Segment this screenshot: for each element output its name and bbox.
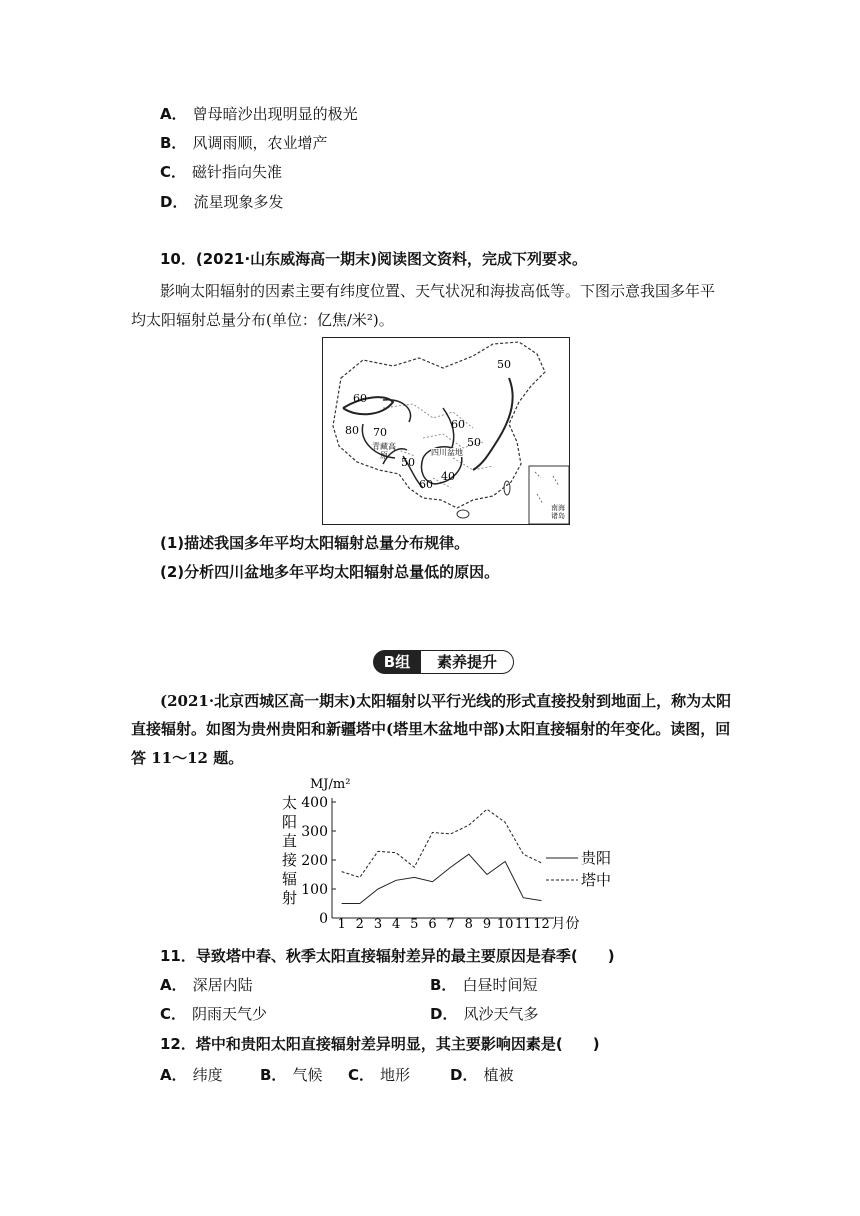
chart-axes: [332, 798, 554, 918]
isoline-50-east: [473, 378, 513, 470]
isoline-label: 70: [373, 426, 387, 439]
legend-label: 贵阳: [581, 849, 612, 867]
isoline-label: 60: [353, 392, 367, 405]
y-tick-label: 300: [301, 824, 328, 840]
y-tick-label: 0: [319, 911, 328, 927]
q10-sub1: (1)描述我国多年平均太阳辐射总量分布规律。: [160, 534, 470, 552]
option-text: 深居内陆: [192, 976, 253, 994]
q12-option-b: [260, 1065, 322, 1085]
option-text: 曾母暗沙出现明显的极光: [192, 105, 358, 123]
q12-option-a: [160, 1065, 223, 1085]
option-letter: A．: [160, 976, 187, 994]
q10-sub2: (2)分析四川盆地多年平均太阳辐射总量低的原因。: [160, 563, 500, 581]
hainan-island: [457, 510, 469, 518]
isoline-label: 60: [451, 418, 465, 431]
option-letter: D．: [430, 1005, 458, 1023]
x-tick-label: 5: [410, 917, 419, 930]
q12-option-d: [450, 1065, 513, 1085]
label-sichuan: 四川盆地: [431, 448, 463, 457]
intro-b-line2: 直接辐射。如图为贵州贵阳和新疆塔中(塔里木盆地中部)太阳直接辐射的年变化。读图，回: [131, 720, 731, 738]
taiwan-island: [504, 481, 510, 495]
option-text: 风沙天气多: [463, 1005, 539, 1023]
option-text: 风调雨顺，农业增产: [192, 134, 328, 152]
q11-stem: 11．导致塔中春、秋季太阳直接辐射差异的最主要原因是春季( ): [160, 947, 615, 965]
q9-option-c: [160, 162, 282, 182]
isoline-label: 50: [497, 358, 511, 371]
x-tick-label: 1: [337, 917, 346, 930]
q9-option-a: [160, 104, 358, 124]
map-drawing: [323, 338, 569, 524]
label-qingzang: 青藏高原: [372, 442, 396, 460]
option-letter: A．: [160, 105, 187, 123]
section-group-label: B组: [373, 650, 421, 674]
q9-option-d: [160, 192, 283, 212]
series-line-1: [342, 809, 542, 877]
option-text: 阴雨天气少: [192, 1005, 268, 1023]
x-tick-label: 8: [464, 917, 473, 930]
y-tick-label: 200: [301, 853, 328, 869]
isoline-label: 50: [401, 456, 415, 469]
option-letter: B．: [160, 134, 187, 152]
option-text: 地形: [380, 1066, 411, 1084]
x-tick-label: 6: [428, 917, 437, 930]
china-radiation-map: [322, 337, 570, 525]
q11-option-b: [430, 975, 537, 995]
q9-option-b: [160, 133, 327, 153]
option-letter: B．: [260, 1066, 287, 1084]
option-letter: D．: [450, 1066, 478, 1084]
chart-legend: [546, 849, 611, 889]
q10-stem: 10．(2021·山东威海高一期末)阅读图文资料，完成下列要求。: [160, 250, 588, 268]
option-text: 白昼时间短: [462, 976, 538, 994]
option-text: 磁针指向失准: [192, 163, 283, 181]
x-axis-label: 月份: [551, 916, 580, 930]
x-tick-label: 7: [446, 917, 455, 930]
option-letter: C．: [348, 1066, 375, 1084]
q10-intro-line2: 均太阳辐射总量分布(单位：亿焦/米²)。: [131, 311, 394, 329]
intro-b-line3: 答 11～12 题。: [131, 749, 244, 767]
x-tick-label: 11: [515, 917, 532, 930]
option-text: 植被: [483, 1066, 514, 1084]
ylabel-char: 射: [282, 889, 298, 907]
x-tick-label: 9: [482, 917, 492, 930]
section-badge: [373, 650, 515, 674]
q10-intro-line1: 影响太阳辐射的因素主要有纬度位置、天气状况和海拔高低等。下图示意我国多年平: [160, 282, 716, 300]
ylabel-char: 直: [282, 832, 298, 850]
ylabel-char: 接: [282, 851, 298, 869]
option-letter: A．: [160, 1066, 187, 1084]
option-letter: D．: [160, 193, 188, 211]
legend-label: 塔中: [581, 871, 612, 889]
option-text: 气候: [292, 1066, 323, 1084]
ylabel-char: 太: [282, 794, 298, 812]
q12-option-c: [348, 1065, 410, 1085]
q11-option-d: [430, 1004, 538, 1024]
isoline-70: [383, 400, 411, 422]
option-letter: C．: [160, 1005, 187, 1023]
x-tick-label: 2: [355, 917, 364, 930]
option-text: 纬度: [192, 1066, 223, 1084]
chart-series: [342, 809, 542, 903]
chart-yticks: [301, 795, 336, 927]
isoline-label: 40: [441, 470, 455, 483]
isoline-label: 60: [419, 478, 433, 491]
option-letter: C．: [160, 163, 187, 181]
series-line-0: [342, 854, 542, 903]
x-tick-label: 4: [391, 917, 401, 930]
q11-option-a: [160, 975, 253, 995]
chart-svg: [278, 774, 638, 930]
y-tick-label: 100: [301, 882, 328, 898]
label-nanhai: 南海诸岛: [551, 504, 565, 520]
isoline-label: 80: [345, 424, 359, 437]
intro-b-line1: (2021·北京西城区高一期末)太阳辐射以平行光线的形式直接投射到地面上，称为太阳: [160, 692, 732, 710]
q11-option-c: [160, 1004, 267, 1024]
option-letter: B．: [430, 976, 457, 994]
chart-unit-label: MJ/m²: [310, 777, 351, 792]
radiation-chart: [278, 774, 638, 930]
chart-ylabel: [282, 794, 297, 907]
x-tick-label: 3: [373, 917, 383, 930]
y-tick-label: 400: [301, 795, 328, 811]
ylabel-char: 辐: [282, 870, 298, 888]
option-text: 流星现象多发: [193, 193, 284, 211]
isoline-label: 50: [467, 436, 481, 449]
q12-stem: 12．塔中和贵阳太阳直接辐射差异明显，其主要影响因素是( ): [160, 1035, 600, 1053]
section-title: 素养提升: [421, 650, 514, 674]
x-tick-label: 10: [496, 917, 514, 930]
x-tick-label: 12: [533, 917, 550, 930]
ylabel-char: 阳: [282, 813, 298, 831]
